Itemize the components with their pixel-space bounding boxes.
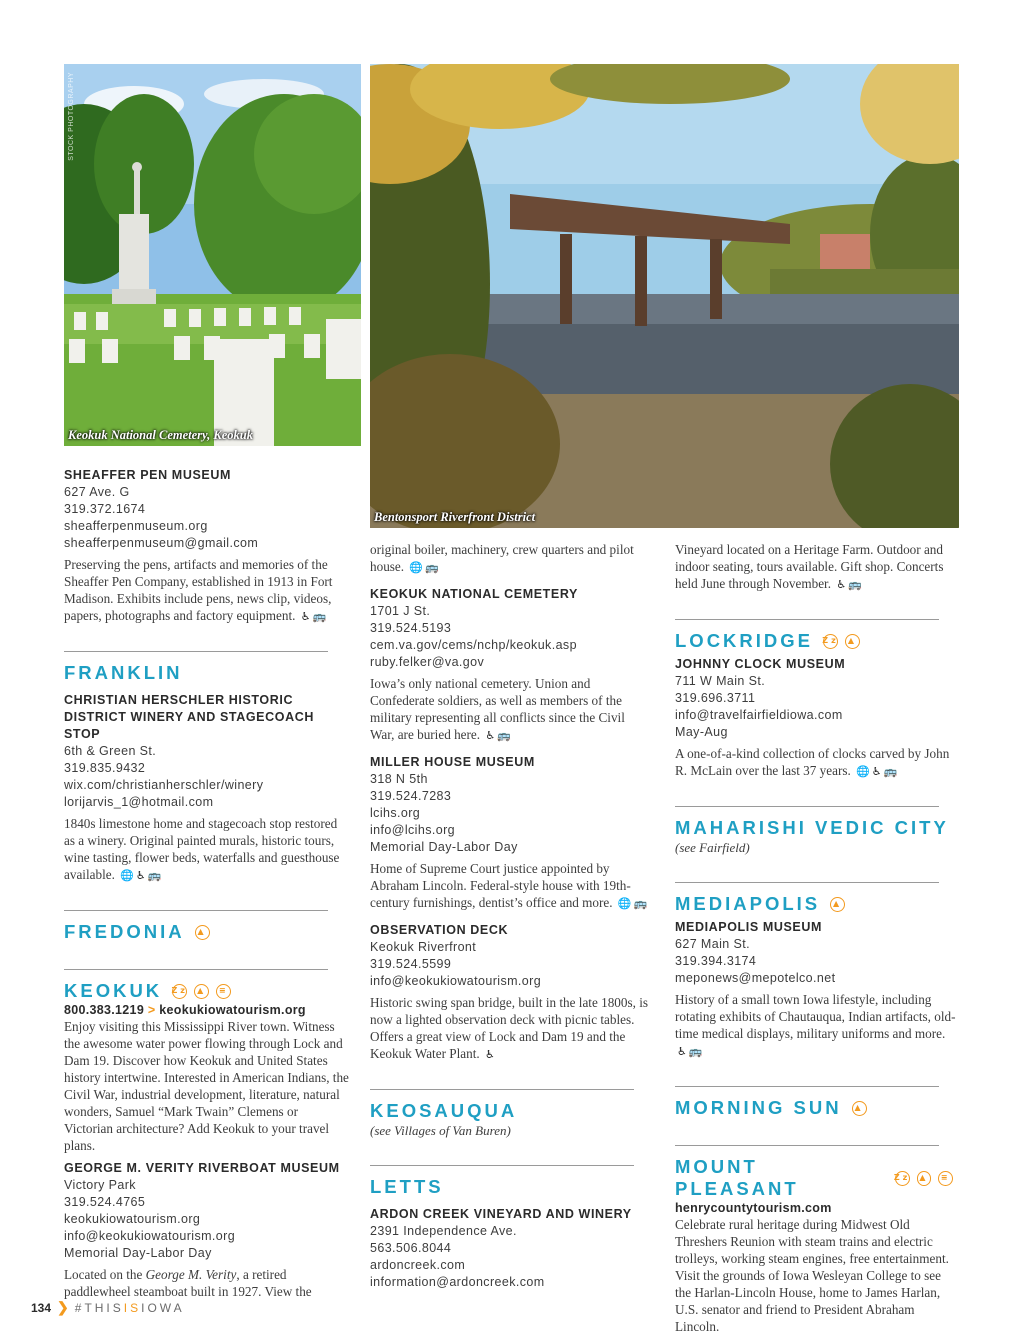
clock-description: A one-of-a-kind collection of clocks carved by John R. McLain over the last 37 years. 🌐 ♿ 🚌 — [675, 746, 950, 778]
accessible-icon: ♿ — [677, 1045, 687, 1058]
city-heading-maharishi: MAHARISHI VEDIC CITY — [675, 817, 949, 838]
miller-address: 318 N 5th — [370, 772, 428, 786]
riverfront-caption: Bentonsport Riverfront District — [374, 510, 536, 524]
page-number: 134 — [31, 1300, 52, 1315]
venue-name-observation-deck: OBSERVATION DECK — [370, 923, 509, 937]
venue-name-national-cemetery: KEOKUK NATIONAL CEMETERY — [370, 587, 578, 601]
cemetery-description: Iowa’s only national cemetery. Union and Confederate soldiers, as well as members of the military representing all conflicts since the Civil War, are buried here. ♿ 🚌 — [370, 676, 625, 742]
mediapolis-address: 627 Main St. — [675, 937, 750, 951]
sheaffer-website[interactable]: sheafferpenmuseum.org — [64, 519, 208, 533]
bus-icon: 🚌 — [688, 1045, 703, 1058]
ardon-website[interactable]: ardoncreek.com — [370, 1258, 466, 1272]
dining-icon: ≡ — [938, 1171, 953, 1186]
herschler-address: 6th & Green St. — [64, 744, 157, 758]
camping-icon: ▲ — [845, 634, 860, 649]
sheaffer-phone[interactable]: 319.372.1674 — [64, 502, 146, 516]
mount-pleasant-description: Celebrate rural heritage during Midwest Old Threshers Reunion with steam trains and electric trolleys, working steam engines, free entertainment. Visit the grounds of Iowa Wesleyan College to see the Harlan-Lincoln House, home to James Harlan, U.S. senator and friend to President Abraham Lincoln. — [675, 1217, 949, 1334]
accessible-icon: ♿ — [485, 729, 496, 742]
clock-email[interactable]: info@travelfairfieldiowa.com — [675, 708, 843, 722]
accessible-icon: ♿ — [300, 610, 311, 623]
spanish-icon: 🌐 — [617, 897, 632, 910]
hashtag: #THISISIOWA — [74, 1300, 185, 1315]
miller-website[interactable]: lcihs.org — [370, 806, 421, 820]
dining-icon: ≡ — [216, 984, 231, 999]
keokuk-contact-line — [64, 1002, 349, 1018]
section-divider — [675, 1086, 939, 1087]
camping-icon: ▲ — [917, 1171, 932, 1186]
clock-address: 711 W Main St. — [675, 674, 766, 688]
bus-icon: 🚌 — [497, 729, 511, 742]
section-divider — [675, 882, 939, 883]
bus-icon: 🚌 — [633, 897, 648, 910]
bus-icon: 🚌 — [848, 578, 862, 591]
city-heading-mount-pleasant: MOUNT PLEASANT Zz ▲ ≡ — [675, 1156, 960, 1200]
sheaffer-email[interactable]: sheafferpenmuseum@gmail.com — [64, 536, 259, 550]
riverfront-photo — [370, 64, 959, 528]
section-divider — [64, 651, 328, 652]
cemetery-phone[interactable]: 319.524.5193 — [370, 621, 452, 635]
bus-icon: 🚌 — [147, 869, 162, 882]
city-heading-keokuk: KEOKUK Zz ▲ ≡ — [64, 980, 349, 1002]
city-heading-fredonia: FREDONIA ▲ — [64, 921, 349, 943]
miller-season: Memorial Day-Labor Day — [370, 840, 518, 854]
cemetery-email[interactable]: ruby.felker@va.gov — [370, 655, 485, 669]
verity-description: Located on the George M. Verity, a retired paddlewheel steamboat built in 1927. View the — [64, 1267, 312, 1299]
deck-phone[interactable]: 319.524.5599 — [370, 957, 452, 971]
spanish-icon: 🌐 — [409, 561, 424, 574]
verity-description-continued: original boiler, machinery, crew quarters and pilot house. 🌐 🚌 — [370, 542, 634, 574]
deck-address: Keokuk Riverfront — [370, 940, 477, 954]
keosauqua-see-also: (see Villages of Van Buren) — [370, 1123, 511, 1138]
venue-name-johnny-clock: JOHNNY CLOCK MUSEUM — [675, 657, 846, 671]
keokuk-phone[interactable]: 800.383.1219 — [64, 1003, 145, 1017]
maharishi-see-also: (see Fairfield) — [675, 840, 750, 855]
column-1 — [64, 467, 349, 1300]
verity-season: Memorial Day-Labor Day — [64, 1246, 212, 1260]
verity-phone[interactable]: 319.524.4765 — [64, 1195, 146, 1209]
mount-pleasant-website[interactable]: henrycountytourism.com — [675, 1201, 832, 1215]
venue-name-verity: GEORGE M. VERITY RIVERBOAT MUSEUM — [64, 1161, 340, 1175]
verity-website[interactable]: keokukiowatourism.org — [64, 1212, 201, 1226]
herschler-description: 1840s limestone home and stagecoach stop restored as a winery. Original painted murals, historic tours, wine tasting, flower beds, waterfalls and guesthouse available. 🌐 ♿ 🚌 — [64, 816, 340, 882]
city-heading-letts: LETTS — [370, 1176, 444, 1197]
keokuk-website[interactable]: keokukiowatourism.org — [159, 1003, 306, 1017]
column-2 — [370, 541, 650, 1291]
herschler-email[interactable]: lorijarvis_1@hotmail.com — [64, 795, 214, 809]
city-heading-keosauqua: KEOSAUQUA — [370, 1100, 518, 1121]
keokuk-description: Enjoy visiting this Mississippi River town. Witness the awesome water power flowing through Lock and Dam 19. Discover how Keokuk and United States history intertwine. Interested in American Indians, the Civil War, industrial development, literature, natural wonders, Samuel “Mark Twain” Clemens or Victorian architecture? Add Keokuk to your travel plans. — [64, 1019, 349, 1153]
mediapolis-phone[interactable]: 319.394.3174 — [675, 954, 757, 968]
section-divider — [675, 1145, 939, 1146]
accessible-icon: ♿ — [135, 869, 146, 882]
venue-name-miller-house: MILLER HOUSE MUSEUM — [370, 755, 535, 769]
city-heading-morning-sun: MORNING SUN ▲ — [675, 1097, 960, 1119]
clock-season: May-Aug — [675, 725, 728, 739]
accessible-icon: ♿ — [871, 765, 882, 778]
section-divider — [370, 1089, 634, 1090]
herschler-website[interactable]: wix.com/christianherschler/winery — [64, 778, 264, 792]
section-divider — [370, 1165, 634, 1166]
venue-name-sheaffer: SHEAFFER PEN MUSEUM — [64, 468, 231, 482]
column-3 — [675, 541, 960, 1335]
sheaffer-description: Preserving the pens, artifacts and memories of the Sheaffer Pen Company, established in 1913 in Fort Madison. Exhibits include pens, news clip, videos, papers, photographs and factory equipment. ♿ 🚌 — [64, 557, 333, 623]
spanish-icon: 🌐 — [120, 869, 134, 882]
chevron-right-icon: ❯ — [57, 1299, 69, 1315]
mediapolis-email[interactable]: meponews@mepotelco.net — [675, 971, 836, 985]
accessible-icon: ♿ — [484, 1048, 495, 1061]
city-heading-lockridge: LOCKRIDGE Zz ▲ — [675, 630, 960, 652]
ardon-email[interactable]: information@ardoncreek.com — [370, 1275, 545, 1289]
section-divider — [675, 806, 939, 807]
city-heading-franklin: FRANKLIN — [64, 662, 183, 683]
bus-icon: 🚌 — [425, 561, 439, 574]
herschler-phone[interactable]: 319.835.9432 — [64, 761, 146, 775]
verity-email[interactable]: info@keokukiowatourism.org — [64, 1229, 236, 1243]
miller-description: Home of Supreme Court justice appointed by Abraham Lincoln. Federal-style house with 19th-century furnishings, dentist’s office and more. 🌐 🚌 — [370, 861, 648, 910]
miller-email[interactable]: info@lcihs.org — [370, 823, 455, 837]
ardon-description: Vineyard located on a Heritage Farm. Outdoor and indoor seating, tours available. Gift shop. Concerts held June through November. ♿ 🚌 — [675, 542, 944, 591]
ardon-address: 2391 Independence Ave. — [370, 1224, 517, 1238]
deck-email[interactable]: info@keokukiowatourism.org — [370, 974, 542, 988]
section-divider — [64, 910, 328, 911]
photo-credit: STOCK PHOTOGRAPHY — [68, 72, 75, 161]
lodging-icon: Zz — [823, 634, 838, 649]
ardon-phone[interactable]: 563.506.8044 — [370, 1241, 452, 1255]
deck-description: Historic swing span bridge, built in the late 1800s, is now a lighted observation deck with picnic tables. Offers a great view of Lock and Dam 19 and the Keokuk Water Plant. ♿ — [370, 995, 649, 1061]
lodging-icon: Zz — [895, 1171, 910, 1186]
city-heading-mediapolis: MEDIAPOLIS ▲ — [675, 893, 960, 915]
camping-icon: ▲ — [830, 897, 845, 912]
cemetery-caption: Keokuk National Cemetery, Keokuk — [68, 428, 253, 442]
page-footer — [31, 1299, 185, 1316]
venue-name-herschler: CHRISTIAN HERSCHLER HISTORIC DISTRICT WINERY AND STAGECOACH STOP — [64, 693, 314, 741]
lodging-icon: Zz — [172, 984, 187, 999]
venue-name-mediapolis-museum: MEDIAPOLIS MUSEUM — [675, 920, 823, 934]
bus-icon: 🚌 — [312, 610, 327, 623]
bus-icon: 🚌 — [883, 765, 898, 778]
spanish-icon: 🌐 — [856, 765, 870, 778]
camping-icon: ▲ — [194, 984, 209, 999]
miller-phone[interactable]: 319.524.7283 — [370, 789, 452, 803]
camping-icon: ▲ — [195, 925, 210, 940]
verity-address: Victory Park — [64, 1178, 136, 1192]
cemetery-address: 1701 J St. — [370, 604, 431, 618]
venue-name-ardon-creek: ARDON CREEK VINEYARD AND WINERY — [370, 1207, 632, 1221]
cemetery-website[interactable]: cem.va.gov/cems/nchp/keokuk.asp — [370, 638, 577, 652]
arrow-icon: > — [147, 1003, 156, 1017]
clock-phone[interactable]: 319.696.3711 — [675, 691, 756, 705]
accessible-icon: ♿ — [836, 578, 847, 591]
mediapolis-description: History of a small town Iowa lifestyle, including rotating exhibits of Chautauqua, Indian artifacts, old-time medical displays, military uniforms and more. ♿ 🚌 — [675, 992, 956, 1058]
camping-icon: ▲ — [852, 1101, 867, 1116]
cemetery-photo — [64, 64, 361, 446]
section-divider — [675, 619, 939, 620]
section-divider — [64, 969, 328, 970]
sheaffer-address: 627 Ave. G — [64, 485, 130, 499]
